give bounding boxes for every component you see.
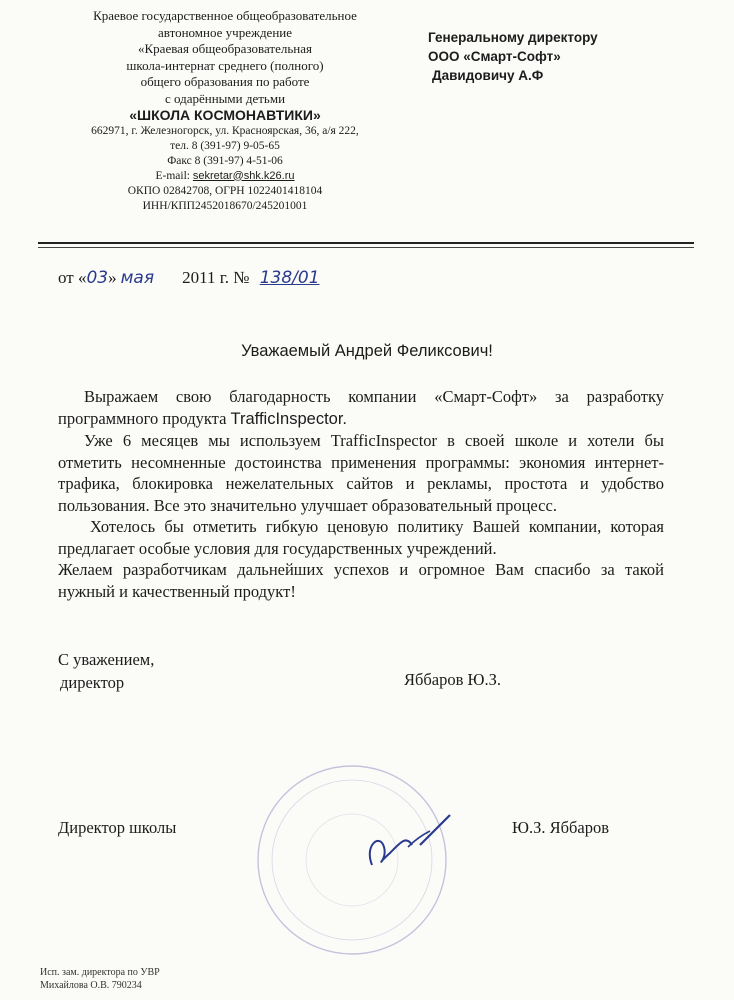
addressee-block [428, 28, 598, 85]
sender-address: 662971, г. Железногорск, ул. Красноярская, 36, а/я 222, [91, 124, 359, 137]
sender-okpo: ОКПО 02842708, ОГРН 1022401418104 [127, 184, 323, 197]
sender-line: «Краевая общеобразовательная [138, 41, 312, 56]
addressee-line: Давидовичу А.Ф [432, 68, 544, 83]
addressee-line: ООО «Смарт-Софт» [428, 49, 561, 64]
executor-note [40, 966, 160, 992]
body-text: Уже 6 месяцев мы используем [84, 431, 331, 450]
signature-position: Директор школы [58, 818, 177, 837]
handwritten-signature-icon [350, 805, 460, 875]
product-name: TrafficInspector [330, 431, 438, 450]
sender-phone: тел. 8 (391-97) 9-05-65 [170, 139, 280, 152]
sender-line: Краевое государственное общеобразовательное [93, 8, 357, 23]
school-name: «ШКОЛА КОСМОНАВТИКИ» [129, 107, 321, 123]
body-paragraph: Желаем разработчикам дальнейших успехов и огромное Вам спасибо за такой нужный и качественный продукт! [58, 560, 664, 601]
body-paragraph: Хотелось бы отметить гибкую ценовую политику Вашей компании, которая предлагает особые условия для государственных учреждений. [58, 517, 664, 558]
body-paragraph [58, 430, 664, 516]
date-middle: » [108, 268, 117, 287]
date-year: 2011 г. № [182, 268, 250, 287]
sender-line: общего образования по работе [140, 74, 310, 89]
sender-fax: Факс 8 (391-97) 4-51-06 [167, 154, 283, 167]
body-text: Выражаем свою благодарность компании «Смарт-Софт» за разработку программного продукта [58, 387, 664, 428]
closing-position: директор [60, 673, 125, 692]
header-rule-thin [38, 247, 694, 248]
closing-block [58, 648, 154, 694]
product-name: TrafficInspector. [230, 409, 347, 428]
addressee-line: Генеральному директору [428, 30, 598, 45]
executor-line: Михайлова О.В. 790234 [40, 980, 142, 991]
greeting: Уважаемый Андрей Феликсович! [241, 342, 493, 360]
sender-header [40, 8, 410, 214]
date-month: мая [120, 268, 155, 288]
body-text: в своей школе и хотели бы отметить несомненные достоинства применения программы: экономия интернет-трафика, блокировка нежелательных сайтов и рекламы, простота и удобство пользования. Все это значительно улучшает образовательный процесс. [58, 431, 665, 515]
signature-name: Ю.З. Яббаров [512, 818, 610, 837]
email-link[interactable]: sekretar@shk.k26.ru [192, 169, 295, 182]
closing-signer: Яббаров Ю.З. [404, 670, 502, 689]
date-line [58, 268, 320, 288]
date-prefix: от « [58, 268, 87, 287]
sender-line: автономное учреждение [157, 24, 293, 40]
date-day: 03 [86, 268, 109, 288]
sender-line: школа-интернат среднего (полного) [126, 57, 324, 73]
sender-email [40, 169, 410, 184]
body-paragraph [58, 386, 664, 430]
executor-line: Исп. зам. директора по УВР [40, 967, 160, 978]
letter-body [58, 386, 664, 602]
document-number: 138/01 [259, 268, 320, 288]
sender-line: с одарёнными детьми [164, 90, 286, 106]
closing-regards: С уважением, [58, 650, 155, 669]
header-rule [38, 242, 694, 244]
sender-inn: ИНН/КПП2452018670/245201001 [142, 199, 308, 212]
email-label: E-mail: [155, 169, 193, 182]
